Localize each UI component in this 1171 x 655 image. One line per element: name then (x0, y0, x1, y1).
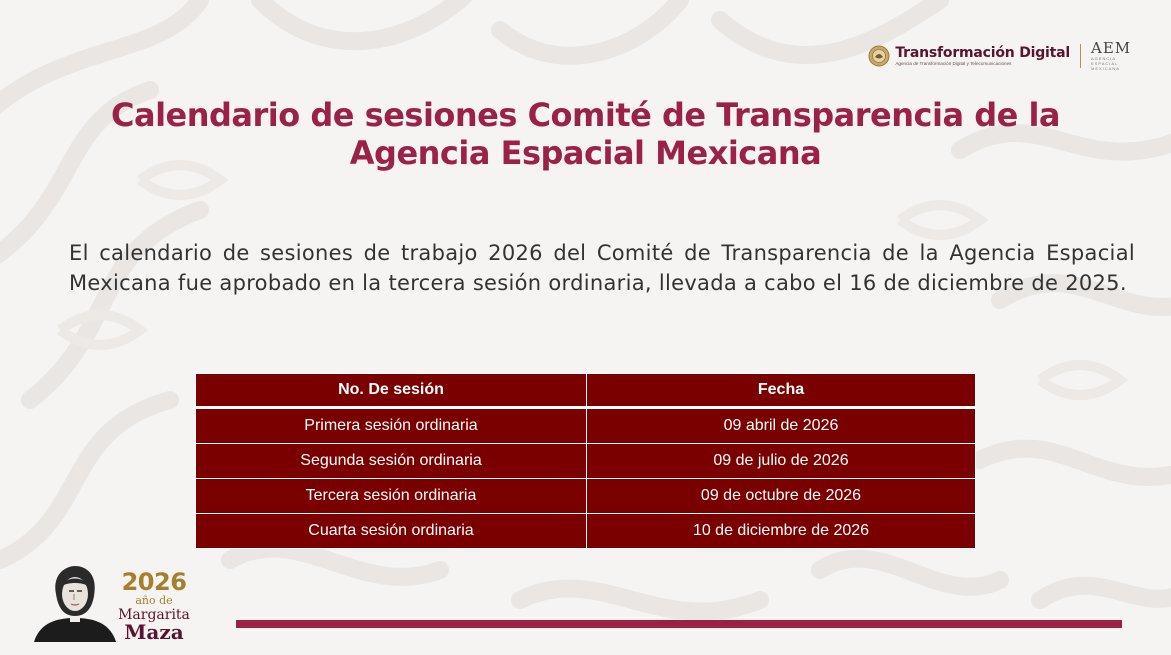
transformacion-digital-logo (868, 45, 1070, 67)
intro-paragraph: El calendario de sesiones de trabajo 2026 del Comité de Transparencia de la Agencia Espacial Mexicana fue aprobado en la tercera sesión ordinaria, llevada a cabo el 16 de diciembre de 2025. (69, 241, 1135, 295)
table-row (196, 444, 976, 479)
year-subtitle: año de (135, 594, 173, 607)
session-date-cell: 10 de diciembre de 2026 (587, 514, 976, 549)
aem-logo (1091, 40, 1133, 71)
page-title-line-1: Calendario de sesiones Comité de Transparencia de la (110, 96, 1060, 134)
margarita-maza-portrait-icon (32, 564, 118, 642)
header-logos (868, 40, 1133, 71)
honoree-first-name: Margarita (118, 607, 190, 623)
page-title-line-2: Agencia Espacial Mexicana (349, 134, 822, 172)
sessions-table (195, 373, 976, 549)
logo-divider (1080, 44, 1081, 68)
session-name-cell: Primera sesión ordinaria (196, 408, 587, 444)
table-row (196, 408, 976, 444)
aem-title: AEM (1091, 39, 1132, 57)
page-title (60, 96, 1111, 172)
year-number: 2026 (121, 568, 187, 596)
footer-bar (236, 620, 1122, 628)
brand-title: Transformación Digital (895, 44, 1070, 61)
honoree-last-name: Maza (124, 620, 184, 644)
aem-subtitle: AGENCIA ESPACIAL MEXICANA (1091, 56, 1120, 71)
brand-subtitle: Agencia de Transformación Digital y Telecomunicaciones (895, 60, 1012, 66)
session-date-cell: 09 de octubre de 2026 (587, 479, 976, 514)
header-date: Fecha (587, 374, 976, 408)
eagle-emblem-icon (868, 45, 890, 67)
session-name-cell: Tercera sesión ordinaria (196, 479, 587, 514)
session-name-cell: Cuarta sesión ordinaria (196, 514, 587, 549)
year-badge (117, 570, 191, 642)
session-date-cell: 09 abril de 2026 (587, 408, 976, 444)
table-row (196, 479, 976, 514)
table-header-row (196, 374, 976, 408)
session-name-cell: Segunda sesión ordinaria (196, 444, 587, 479)
header-session-number: No. De sesión (196, 374, 587, 408)
table-row (196, 514, 976, 549)
session-date-cell: 09 de julio de 2026 (587, 444, 976, 479)
